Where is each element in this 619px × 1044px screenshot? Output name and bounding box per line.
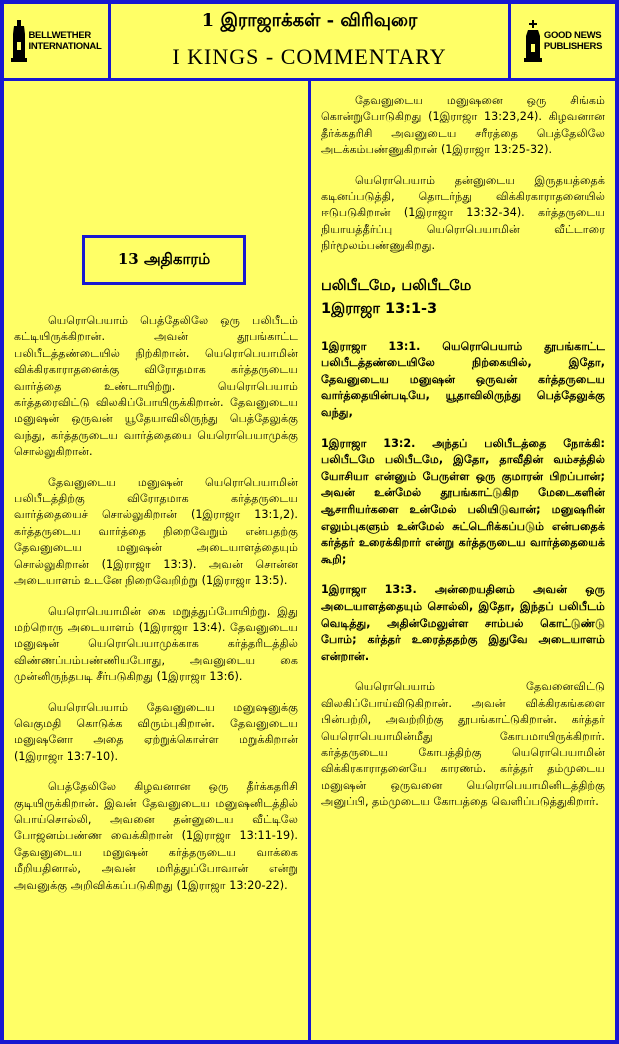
verse-13-1: 1இராஜா 13:1. யெரொபெயாம் தூபங்காட்ட பலிபீடத்தண்டையிலே நிற்கையில், இதோ, தேவனுடைய மனுஷன் ஒருவன் கர்த்தருடைய வார்த்தையின்படியே, யூதாவிலிருந்து பெத்தேலுக்கு வந்து, [321,339,605,420]
header-title [111,4,508,78]
left-logo-line2: INTERNATIONAL [28,41,102,52]
good-news-logo [511,4,615,78]
left-paragraph-5: பெத்தேலிலே கிழவனான ஒரு தீர்க்கதரிசி குடியிருக்கிறான். இவன் தேவனுடைய மனுஷனிடத்தில் பொய்சொல்லி, அவனை தன்னுடைய வீட்டிலே போஜனம்பண்ண வைக்கிறான் (1இராஜா 13:11-19). தேவனுடைய மனுஷன் கர்த்தருடைய வாக்கை மீறியதினால், அவன் மரித்துப்போவான் என்று அவனுக்கு அறிவிக்கப்படுகிறது (1இராஜா 13:20-22). [14,780,298,892]
right-paragraph-2: யெரொபெயாம் தன்னுடைய இருதயத்தைக் கடினப்படுத்தி, தொடர்ந்து விக்கிரகாராதனையில் ஈடுபடுகிறான் (1இராஜா 13:32-34). கர்த்தருடைய நியாயத்தீர்ப்பு யெரொபெயாமின் வீட்டாரை நிர்மூலம்பண்ணுகிறது. [321,173,605,253]
right-column [311,81,615,1040]
right-paragraph-1: தேவனுடைய மனுஷனை ஒரு சிங்கம் கொன்றுபோடுகிறது (1இராஜா 13:23,24). கிழவனான தீர்க்கதரிசி அவனுடைய சரீரத்தை பெத்தேலிலே அடக்கம்பண்ணுகிறான் (1இராஜா 13:25-32). [321,94,605,157]
church-building-icon [524,20,542,62]
section-title-line1: பலிபீடமே, பலிபீடமே [321,277,472,294]
section-title-line2: 1இராஜா 13:1-3 [321,300,438,317]
right-logo-line2: PUBLISHERS [543,41,603,52]
left-paragraph-1: யெரொபெயாம் பெத்தேலிலே ஒரு பலிபீடம் கட்டியிருக்கிறான். அவன் தூபங்காட்ட பலிபீடத்தண்டையில் நிற்கிறான். யெரொபெயாமின் விக்கிரகாராதனைக்கு விரோதமாக கர்த்தருடைய வார்த்தை உண்டாயிற்று. யெரொபெயாம் கர்த்தரைவிட்டு விலகிப்போயிருக்கிறான். தேவனுடைய மனுஷன் ஒருவன் யூதேயாவிலிருந்து பெத்தேலுக்கு வந்து, கர்த்தருடைய வார்த்தையை யெரொபெயாமுக்கு சொல்லுகிறான். [14,314,298,459]
title-english: I KINGS - COMMENTARY [172,44,447,69]
left-logo-line1: BELLWETHER [28,30,91,41]
right-logo-line1: GOOD NEWS [543,30,602,41]
left-paragraph-4: யெரொபெயாம் தேவனுடைய மனுஷனுக்கு வெகுமதி கொடுக்க விரும்புகிறான். தேவனுடைய மனுஷனோ அதை ஏற்றுக்கொள்ள மறுக்கிறான் (1இராஜா 13:7-10). [14,700,298,763]
left-paragraph-2: தேவனுடைய மனுஷன் யெரொபெயாமின் பலிபீடத்திற்கு விரோதமாக கர்த்தருடைய வார்த்தையைச் சொல்லுகிறான் (1இராஜா 13:1,2). கர்த்தருடைய வார்த்தை நிறைவேறும் என்பதற்கு தேவனுடைய மனுஷன் அடையாளத்தையும் சொல்லுகிறான் (1இராஜா 13:3). அவன் சொன்ன அடையாளம் உடனே நிறைவேறிற்று (1இராஜா 13:5). [14,475,298,588]
bellwether-logo [4,4,108,78]
chapter-heading: 13 அதிகாரம் [82,235,246,285]
bell-tower-icon [11,20,27,62]
title-tamil: 1 இராஜாக்கள் - விரிவுரை [201,10,418,31]
verse-13-3: 1இராஜா 13:3. அன்றையதினம் அவன் ஒரு அடையாளத்தையும் சொல்லி, இதோ, இந்தப் பலிபீடம் வெடித்து, அதின்மேலுள்ள சாம்பல் கொட்டுண்டு போம்; கர்த்தர் உரைத்ததற்கு இதுவே அடையாளம் என்றான். [321,583,605,663]
left-column [4,81,308,1040]
left-paragraph-3: யெரொபெயாமின் கை மறுத்துப்போயிற்று. இது மற்றொரு அடையாளம் (1இராஜா 13:4). தேவனுடைய மனுஷன் யெரொபெயாமுக்காக கர்த்தரிடத்தில் விண்ணப்பம்பண்ணியபோது, அவனுடைய கை முன்னிருந்தபடி சீர்படுகிறது (1இராஜா 13:6). [14,604,298,684]
right-paragraph-3: யெரொபெயாம் தேவனைவிட்டு விலகிப்போய்விடுகிறான். அவன் விக்கிரகங்களை பின்பற்றி, அவற்றிற்கு தூபங்காட்டுகிறான். கர்த்தர் யெரொபெயாமின்மீது கோபமாயிருக்கிறார். கர்த்தருடைய கோபத்திற்கு யெரொபெயாமின் விக்கிரகாராதனையே காரணம். கர்த்தர் தம்முடைய மனுஷன் ஒருவனை யெரொபெயாமினிடத்திற்கு அனுப்பி, தம்முடைய கோபத்தை வெளிப்படுத்துகிறார். [321,680,605,809]
verse-13-2: 1இராஜா 13:2. அந்தப் பலிபீடத்தை நோக்கி: பலிபீடமே பலிபீடமே, இதோ, தாவீதின் வம்சத்தில் யோசியா என்னும் பேருள்ள ஒரு குமாரன் பிறப்பான்; அவன் உன்மேல் தூபங்காட்டுகிற மேடைகளின் ஆசாரியர்களை உன்மேல் பலியிடுவான்; மனுஷரின் எலும்புகளும் உன்மேல் சுட்டெரிக்கப்படும் என்பதைக் கர்த்தர் உரைக்கிறார் என்று கர்த்தருடைய வார்த்தையைக் கூறி; [321,436,605,566]
